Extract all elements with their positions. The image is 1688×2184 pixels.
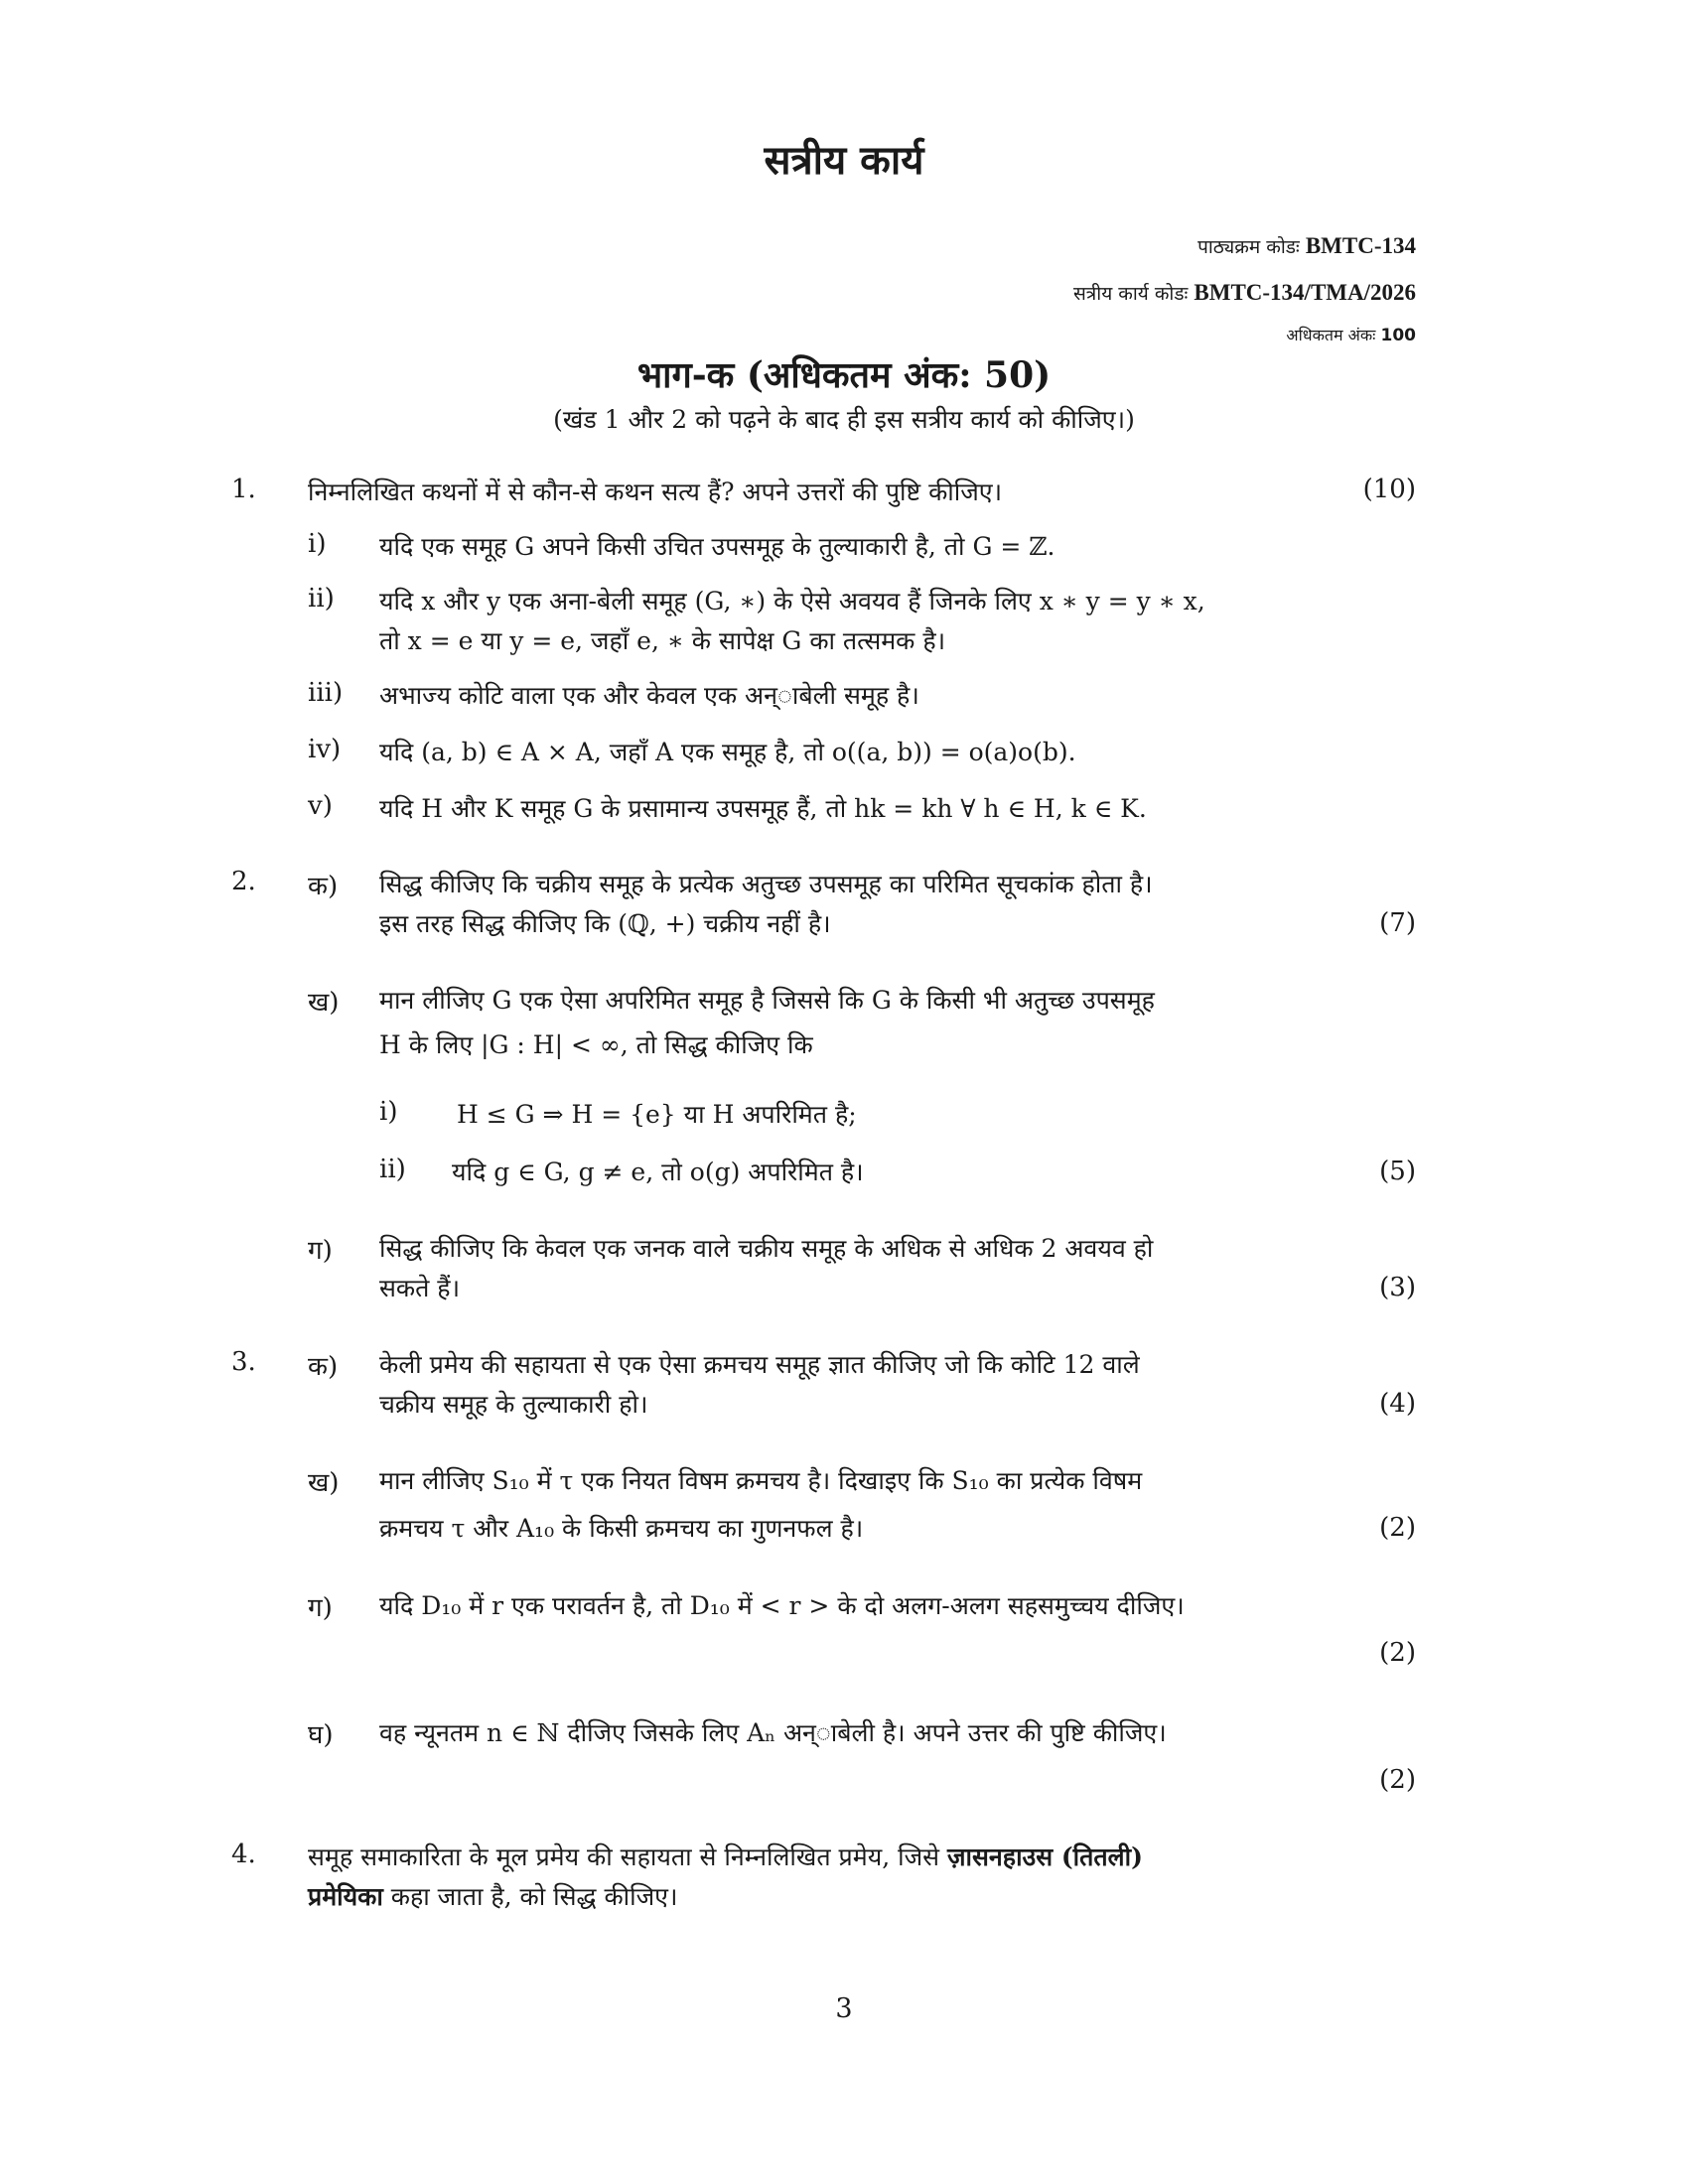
q4-bold-term: प्रमेयिका (308, 1882, 383, 1911)
q3c-text: यदि D₁₀ में r एक परावर्तन है, तो D₁₀ में < r > के दो अलग-अलग सहसमुच्चय दीजिए। (379, 1591, 1185, 1620)
q3-number: 3. (231, 1347, 256, 1377)
q3b-text: क्रमचय τ और A₁₀ के किसी क्रमचय का गुणनफल है। (379, 1514, 864, 1543)
q2c-marks: (3) (1379, 1273, 1416, 1302)
q1-item-label: iv) (308, 735, 342, 764)
q2b-label: ख) (308, 988, 340, 1018)
q3a-marks: (4) (1379, 1389, 1416, 1419)
q1-marks: (10) (1362, 475, 1416, 504)
q1-item-label: i) (308, 529, 327, 559)
q2b-sub-label: i) (379, 1097, 398, 1127)
q2a-label: क) (308, 872, 339, 901)
page-title: सत्रीय कार्य (764, 137, 924, 184)
course-code-label: पाठ्यक्रम कोडः (1197, 236, 1300, 258)
q3d-marks: (2) (1379, 1765, 1416, 1795)
q4-text-line1 (308, 1840, 1143, 1873)
q3a-text: चक्रीय समूह के तुल्याकारी हो। (379, 1390, 648, 1419)
q2b-sub-text: H ≤ G ⇒ H = {e} या H अपरिमित है; (457, 1100, 857, 1129)
q1-item-text: यदि एक समूह G अपने किसी उचित उपसमूह के तुल्याकारी है, तो G = ℤ. (379, 532, 1055, 561)
q4-bold-term: ज़ासनहाउस (तितली) (947, 1843, 1143, 1871)
q2b-sub-text: यदि g ∈ G, g ≠ e, तो o(g) अपरिमित है। (452, 1158, 864, 1186)
max-marks-label: अधिकतम अंकः (1286, 326, 1376, 344)
q3b-label: ख) (308, 1468, 340, 1498)
q3d-label: घ) (308, 1720, 334, 1750)
instruction: (खंड 1 और 2 को पढ़ने के बाद ही इस सत्रीय कार्य को कीजिए।) (553, 405, 1135, 434)
page-number: 3 (835, 1993, 853, 2024)
q1-item-text: यदि (a, b) ∈ A × A, जहाँ A एक समूह है, तो o((a, b)) = o(a)o(b). (379, 738, 1076, 766)
q3b-text: मान लीजिए S₁₀ में τ एक नियत विषम क्रमचय है। दिखाइए कि S₁₀ का प्रत्येक विषम (379, 1466, 1143, 1495)
q1-item-label: v) (308, 791, 333, 821)
q4-text: समूह समाकारिता के मूल प्रमेय की सहायता से निम्नलिखित प्रमेय, जिसे (308, 1843, 947, 1871)
q3c-marks: (2) (1379, 1638, 1416, 1668)
max-marks-value: 100 (1380, 326, 1416, 345)
q3d-text: वह न्यूनतम n ∈ ℕ दीजिए जिसके लिए Aₙ अन्‌ाबेली है। अपने उत्तर की पुष्टि कीजिए। (379, 1718, 1167, 1747)
assignment-code (1073, 280, 1416, 306)
q2b-text: मान लीजिए G एक ऐसा अपरिमित समूह है जिससे कि G के किसी भी अतुच्छ उपसमूह (379, 986, 1155, 1015)
q2-number: 2. (231, 867, 256, 896)
q3a-text: केली प्रमेय की सहायता से एक ऐसा क्रमचय समूह ज्ञात कीजिए जो कि कोटि 12 वाले (379, 1350, 1140, 1379)
q3c-label: ग) (308, 1593, 333, 1623)
q1-item-text: यदि H और K समूह G के प्रसामान्य उपसमूह हैं, तो hk = kh ∀ h ∈ H, k ∈ K. (379, 794, 1147, 823)
assignment-code-value: BMTC-134/TMA/2026 (1194, 280, 1416, 305)
q1-item-label: ii) (308, 584, 335, 614)
q2a-text: इस तरह सिद्ध कीजिए कि (ℚ, +) चक्रीय नहीं है। (379, 909, 831, 938)
q2c-text: सकते हैं। (379, 1274, 461, 1302)
q1-item-text: अभाज्य कोटि वाला एक और केवल एक अन्‌ाबेली समूह है। (379, 681, 919, 710)
q1-item-text: तो x = e या y = e, जहाँ e, ∗ के सापेक्ष G का तत्समक है। (379, 626, 946, 655)
q2b-sub-label: ii) (379, 1155, 406, 1184)
q2b-marks: (5) (1379, 1157, 1416, 1186)
q1-text: निम्नलिखित कथनों में से कौन-से कथन सत्य हैं? अपने उत्तरों की पुष्टि कीजिए। (308, 478, 1003, 506)
max-marks (1286, 324, 1416, 345)
q4-text: कहा जाता है, को सिद्ध कीजिए। (382, 1882, 678, 1911)
q2c-label: ग) (308, 1236, 333, 1266)
q1-number: 1. (231, 475, 256, 504)
q2b-text: H के लिए |G : H| < ∞, तो सिद्ध कीजिए कि (379, 1030, 813, 1059)
q1-item-label: iii) (308, 678, 344, 708)
assignment-code-label: सत्रीय कार्य कोडः (1072, 283, 1189, 305)
part-title: भाग-क (अधिकतम अंक: 50) (636, 354, 1052, 396)
course-code-value: BMTC-134 (1305, 233, 1416, 258)
q2a-marks: (7) (1379, 908, 1416, 938)
q4-number: 4. (231, 1840, 256, 1869)
q3b-marks: (2) (1379, 1513, 1416, 1543)
course-code (1197, 233, 1416, 259)
q1-item-text: यदि x और y एक अना-बेली समूह (G, ∗) के ऐसे अवयव हैं जिनके लिए x ∗ y = y ∗ x, (379, 587, 1205, 615)
q4-text-line2 (308, 1879, 677, 1913)
q2c-text: सिद्ध कीजिए कि केवल एक जनक वाले चक्रीय समूह के अधिक से अधिक 2 अवयव हो (379, 1234, 1154, 1263)
q3a-label: क) (308, 1352, 339, 1382)
q2a-text: सिद्ध कीजिए कि चक्रीय समूह के प्रत्येक अतुच्छ उपसमूह का परिमित सूचकांक होता है। (379, 870, 1153, 898)
